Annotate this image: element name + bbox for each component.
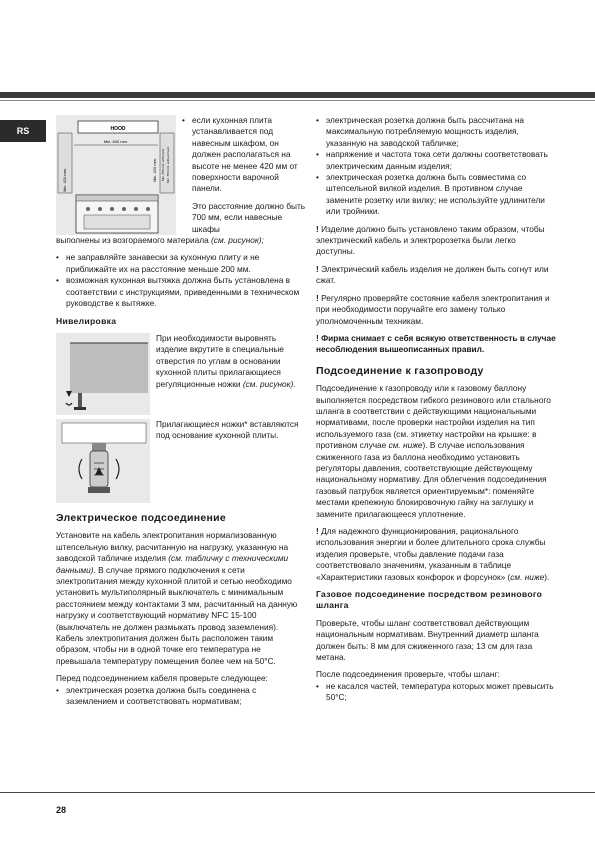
hood-bullet: • если кухонная плита устанавливается под навесным шкафом, он должен располагаться на высоте не менее 420 мм от поверхности варочной панели. [182, 115, 306, 195]
leveling-text-2: Прилагающиеся ножки* вставляются под основание кухонной плиты. [156, 418, 299, 441]
left-bullets [56, 252, 306, 309]
right-bullets [316, 115, 556, 218]
list-item: • не касался частей, температура которых может превысить 50°С; [316, 681, 556, 704]
top-bar [0, 92, 595, 98]
list-item: • не заправляйте занавески за кухонную плиту и не приближайте их на расстояние меньше 200 мм. [56, 252, 306, 275]
hood-continue-2: выполнены из возгораемого материала (см. рисунок); [56, 235, 264, 246]
leveling-heading: Нивелировка [56, 315, 117, 326]
min750-label: Min. 750 mm. without hood [166, 146, 170, 184]
list-item: • электрическая розетка должна быть совместима со штепсельной вилкой изделия. В противном случае замените розетку или вилку; не используйте удлинители или тройники. [316, 172, 556, 218]
gas-paragraph: Подсоединение к газопроводу или к газовому баллону выполняется посредством гибкого резинового или стального шланга в соответствии с действующими национальными нормативами, после проверки настройки изделия на тип используемого газа (см. этикетку настройки на крышке: в противном случае см. ниже). В случае использования сжиженного газа из баллона необходимо установить регуляторы давления, соответствующие действующему национальному нормативу. Для облегчения подсоединения газовый патрубок является ориентируемым*: поменяйте местами крепежную блокировочную гайку на заглушку и замените прилагающееся уплотнение. [316, 383, 551, 519]
electric-heading: Электрическое подсоединение [56, 511, 227, 524]
hood-label: HOOD [110, 126, 126, 132]
warning-icon: ! [316, 526, 319, 536]
min420-left-label: Min. 420 mm. [62, 167, 67, 193]
list-item: • электрическая розетка должна быть рассчитана на максимальную потребляемую мощность изделия, указанную на заводской табличке; [316, 115, 556, 149]
leveling-row-2 [56, 419, 306, 503]
min420-right-label: Min. 420 mm. [152, 157, 157, 183]
min600-label: Min. 600 mm. [103, 139, 129, 144]
hood-clearance-figure [56, 115, 176, 235]
min650-label: Min. 650 mm. with hood [161, 149, 165, 181]
hose-paragraph-2: После подсоединения проверьте, чтобы шланг: [316, 669, 500, 680]
warning-icon: ! [316, 223, 319, 234]
note-5: ! Для надежного функционирования, рационального использования энергии и более длительного срока службы изделия проверьте, чтобы давление подачи газа соответствовало значениям, указанным в таблице «Характеристики газовых конфорок и форсунок» (см. ниже). [316, 526, 550, 582]
left-column [56, 115, 306, 713]
note-1: ! Изделие должно быть установлено таким образом, чтобы электрический кабель и электророзетка были легко доступны. [316, 223, 545, 257]
hood-section [56, 115, 306, 235]
bottom-rule [0, 792, 595, 793]
warning-icon: ! [316, 263, 319, 274]
electric-paragraph-2: Перед подсоединением кабеля проверьте следующее: [56, 673, 268, 684]
note-4: ! Фирма снимает с себя всякую ответственность в случае несоблюдения вышеописанных правил. [316, 332, 556, 355]
right-column [316, 115, 556, 710]
leveling-figure-2 [56, 419, 150, 503]
list-item: • возможная кухонная вытяжка должна быть установлена в соответствии с инструкциями, приведенными в техническом руководстве к вытяжке. [56, 275, 306, 309]
leveling-figure-1 [56, 333, 150, 415]
leveling-row-1 [56, 333, 306, 415]
language-tab: RS [0, 120, 46, 142]
warning-icon: ! [316, 332, 319, 343]
page-number: 28 [56, 805, 67, 815]
top-rule [0, 100, 595, 101]
note-3: ! Регулярно проверяйте состояние кабеля электропитания и при необходимости поручайте его замену только уполномоченным техникам. [316, 292, 550, 326]
hose-heading: Газовое подсоединение посредством резинового шланга [316, 589, 543, 611]
hood-continue: Это расстояние должно быть 700 мм, если навесные шкафы [192, 200, 306, 234]
electric-paragraph-1: Установите на кабель электропитания нормализованную штепсельную вилку, расчитанную на нагрузку, указанную на заводской табличке изделия (см. табличку с техническими данными). В случае прямого подключения к сети электропитания между кухонной плитой и сетью необходимо установить мультиполярный выключатель с минимальным расстоянием между контактами 3 мм, расчитанный на данную нагрузку и соответствующий нормативу NFC 15-100 (выключатель не должен размыкать провод заземления). Кабель электропитания должен быть расположен таким образом, чтобы ни в одной точке его температура не превышала температуру помещения более чем на 50°С. [56, 530, 298, 666]
list-item: • электрическая розетка должна быть соединена с заземлением и соответствовать нормативам; [56, 685, 306, 708]
hose-paragraph-1: Проверьте, чтобы шланг соответствовал действующим национальным нормативам. Внутренний диаметр шланга должен быть: 8 мм для сжиженного газа; 13 см для газа метана. [316, 617, 539, 663]
electric-bullets [56, 685, 306, 708]
note-2: ! Электрический кабель изделия не должен быть согнут или сжат. [316, 263, 549, 286]
gas-heading: Подсоединение к газопроводу [316, 364, 484, 377]
hood-text [182, 115, 306, 235]
list-item: • напряжение и частота тока сети должны соответствовать электрическим данным изделия; [316, 149, 556, 172]
hose-bullets [316, 681, 556, 704]
leveling-text-1: При необходимости выровнять изделие вкрутите в специальные отверстия по углам в основании кухонной плиты прилагающиеся регуляционные ножки (см. рисунок). [156, 332, 296, 389]
warning-icon: ! [316, 292, 319, 303]
